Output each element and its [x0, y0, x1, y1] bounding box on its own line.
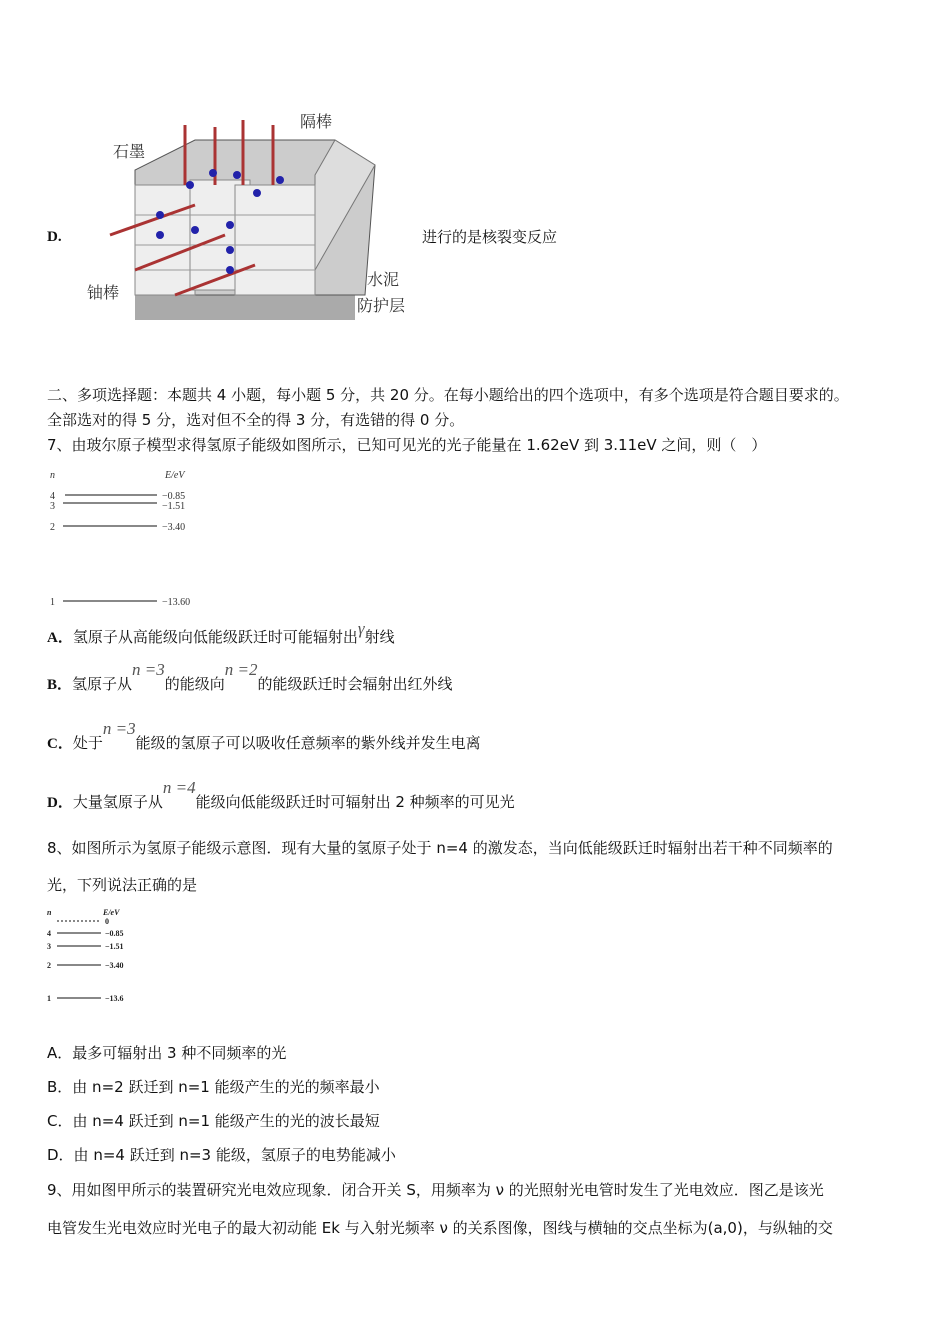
section-heading-2: 全部选对的得 5 分，选对但不全的得 3 分，有选错的得 0 分。: [47, 411, 465, 429]
level-n: 4: [50, 491, 55, 502]
level-e: −13.6: [105, 994, 124, 1003]
n-axis-label: n: [50, 470, 55, 481]
label-graphite: 石墨: [113, 144, 146, 161]
math: γ: [357, 619, 365, 638]
option-d-text: 进行的是核裂变反应: [422, 228, 558, 246]
option-text: 能级的氢原子可以吸收任意频率的紫外线并发生电离: [135, 734, 481, 752]
option-text: 氢原子从: [72, 675, 133, 693]
question-9-stem-2: 电管发生光电效应时光电子的最大初动能 Ek 与入射光频率 ν 的关系图像，图线与横轴的交点坐标为(a,0)，与纵轴的交: [47, 1219, 833, 1237]
level-n: 3: [50, 501, 55, 512]
option-text: 的能级跃迁时会辐射出红外线: [257, 675, 453, 693]
energy-level-diagram-q8: [45, 905, 155, 1005]
option-label: D.: [47, 229, 62, 245]
option-text: 能级向低能级跃迁时可辐射出 2 种频率的可见光: [195, 793, 515, 811]
option-a: A．最多可辐射出 3 种不同频率的光: [47, 1044, 287, 1062]
math: n =3: [132, 660, 165, 679]
level-n: 1: [47, 994, 51, 1003]
n-axis-label: n: [47, 908, 52, 917]
level-n: 1: [50, 597, 55, 608]
level-e: −3.40: [105, 961, 124, 970]
label-separator: 隔棒: [300, 114, 333, 131]
option-b: [47, 660, 453, 695]
level-e: −1.51: [162, 501, 186, 512]
level-e: −3.40: [162, 522, 186, 533]
level-e: −1.51: [105, 942, 124, 951]
math: n =3: [102, 719, 136, 738]
label-cement: 水泥: [367, 272, 400, 289]
e-axis-label: E/eV: [165, 470, 185, 481]
energy-level-diagram-q7: [45, 465, 225, 610]
option-c: [47, 719, 481, 754]
option-text: 处于: [72, 734, 103, 752]
option-text: 的能级向: [164, 675, 225, 693]
option-text: 氢原子从高能级向低能级跃迁时可能辐射出: [72, 628, 358, 646]
section-heading: 二、多项选择题：本题共 4 小题，每小题 5 分，共 20 分。在每小题给出的四个选项中，有多个选项是符合题目要求的。: [47, 386, 849, 404]
option-a: [47, 619, 395, 648]
option-label: D．: [47, 795, 73, 811]
level-e: −0.85: [162, 491, 186, 502]
question-9-stem: 9、用如图甲所示的装置研究光电效应现象．闭合开关 S，用频率为 ν 的光照射光电管时发生了光电效应．图乙是该光: [47, 1181, 824, 1199]
question-7-stem: 7、由玻尔原子模型求得氢原子能级如图所示，已知可见光的光子能量在 1.62eV 到 3.11eV 之间，则（ ）: [47, 436, 767, 454]
question-8-stem-2: 光，下列说法正确的是: [47, 876, 198, 894]
math: n =4: [162, 778, 196, 797]
level-n: 4: [47, 929, 51, 938]
option-text: 射线: [364, 628, 395, 646]
reactor-figure: [85, 105, 425, 335]
option-label: B．: [47, 677, 73, 693]
label-cement-layer: 防护层: [357, 298, 406, 315]
option-c: C．由 n=4 跃迁到 n=1 能级产生的光的波长最短: [47, 1112, 380, 1130]
label-uranium: 铀棒: [87, 285, 120, 302]
level-e: −13.60: [162, 597, 191, 608]
level-n: 3: [47, 942, 51, 951]
option-text: 大量氢原子从: [72, 793, 163, 811]
question-8-stem: 8、如图所示为氢原子能级示意图．现有大量的氢原子处于 n=4 的激发态，当向低能级跃迁时辐射出若干种不同频率的: [47, 839, 833, 857]
level-n: 2: [50, 522, 55, 533]
math: n =2: [224, 660, 258, 679]
option-b: B．由 n=2 跃迁到 n=1 能级产生的光的频率最小: [47, 1078, 380, 1096]
option-d: D．由 n=4 跃迁到 n=3 能级，氢原子的电势能减小: [47, 1146, 396, 1164]
option-label: A．: [47, 630, 73, 646]
level-e: 0: [105, 917, 109, 926]
level-e: −0.85: [105, 929, 124, 938]
level-n: 2: [47, 961, 51, 970]
option-label: C．: [47, 736, 73, 752]
option-d: [47, 778, 515, 813]
e-axis-label: E/eV: [103, 908, 120, 917]
